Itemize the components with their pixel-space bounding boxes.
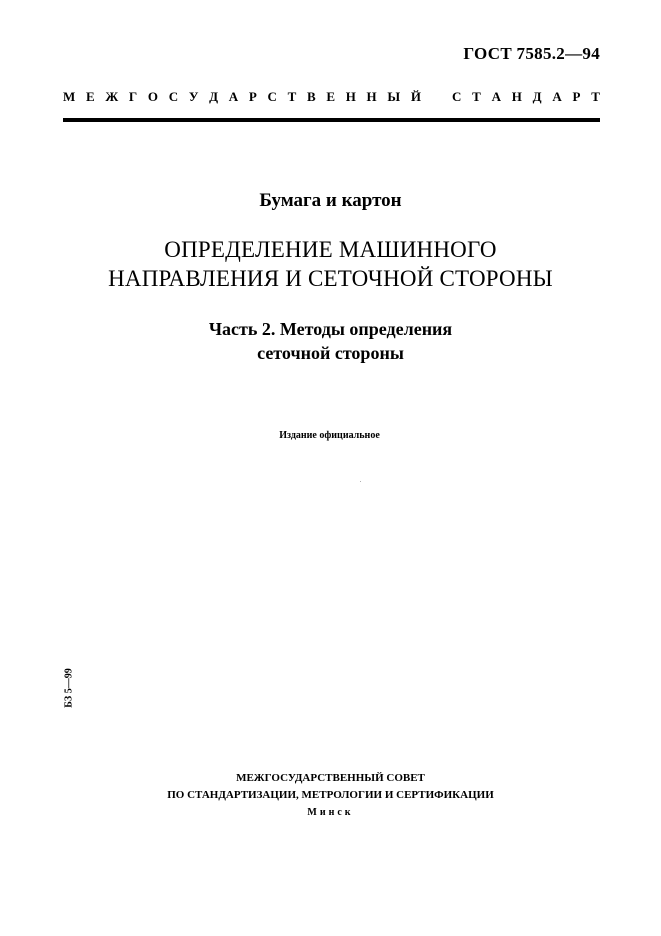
standard-banner <box>63 89 600 105</box>
publisher-city: Минск <box>307 807 354 818</box>
edition-text: Издание официальное <box>279 430 380 441</box>
publisher-line-1: МЕЖГОСУДАРСТВЕННЫЙ СОВЕТ <box>236 772 425 784</box>
part-title-line-1: Часть 2. Методы определения <box>208 319 453 339</box>
subject-title: Бумага и картон <box>259 190 402 211</box>
main-title <box>0 235 661 293</box>
part-title-line-2: сеточной стороны <box>257 343 404 363</box>
publisher-block <box>0 770 661 821</box>
gost-code: ГОСТ 7585.2—94 <box>463 44 600 63</box>
banner-word-standard: С Т А Н Д А Р Т <box>452 89 600 104</box>
banner-word-interstate: М Е Ж Г О С У Д А Р С Т В Е Н Н Ы Й <box>63 89 421 104</box>
side-code: БЗ 5—99 <box>63 668 75 708</box>
scan-speck <box>360 481 361 482</box>
publisher-line-2: ПО СТАНДАРТИЗАЦИИ, МЕТРОЛОГИИ И СЕРТИФИКАЦИИ <box>167 789 494 801</box>
main-title-line-1: ОПРЕДЕЛЕНИЕ МАШИННОГО <box>164 237 497 262</box>
part-title <box>0 317 661 365</box>
main-title-line-2: НАПРАВЛЕНИЯ И СЕТОЧНОЙ СТОРОНЫ <box>108 266 553 291</box>
edition-label <box>0 430 661 441</box>
header-rule <box>63 118 600 122</box>
